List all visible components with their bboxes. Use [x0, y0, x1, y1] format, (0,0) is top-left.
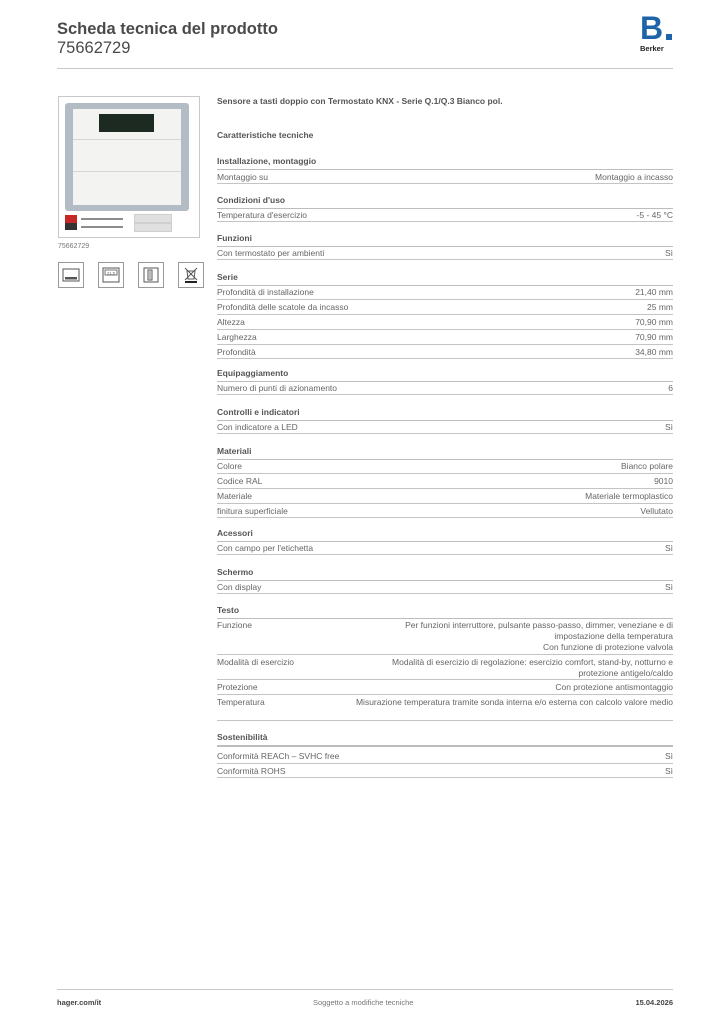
- spec-row: [217, 381, 673, 395]
- spec-label: Temperatura: [217, 697, 265, 707]
- footer-notice: Soggetto a modifiche tecniche: [313, 998, 414, 1007]
- spec-label: Conformità REACh – SVHC free: [217, 751, 340, 761]
- spec-label: Profondità di installazione: [217, 287, 314, 297]
- screw-icon: [81, 218, 123, 220]
- dowel-icon: [134, 214, 172, 223]
- spec-value: Per funzioni interruttore, pulsante passo-passo, dimmer, veneziane e di impostazione della temperatura: [405, 620, 673, 641]
- page-title: Scheda tecnica del prodotto: [57, 20, 278, 38]
- product-title: Sensore a tasti doppio con Termostato KNX - Serie Q.1/Q.3 Bianco pol.: [217, 96, 503, 106]
- spec-row: [217, 170, 673, 184]
- spec-label: Con display: [217, 582, 262, 592]
- temperature-display-icon: [98, 262, 124, 288]
- spec-value: Bianco polare: [621, 461, 673, 471]
- spec-value: Modalità di esercizio di regolazione: esercizio comfort, stand-by, notturno e protezione antigelo/caldo: [392, 657, 673, 678]
- spec-value: 6: [668, 383, 673, 393]
- footer-divider: [57, 989, 673, 990]
- spec-label: Numero di punti di azionamento: [217, 383, 338, 393]
- spec-label: Materiale: [217, 491, 252, 501]
- lcd-display: [99, 114, 154, 132]
- product-image-caption: 75662729: [58, 243, 90, 250]
- footer-website: hager.com/it: [57, 998, 102, 1007]
- section-heading: Installazione, montaggio: [217, 156, 673, 170]
- spec-label: Profondità delle scatole da incasso: [217, 302, 349, 312]
- spec-label: Profondità: [217, 347, 256, 357]
- spec-label: Montaggio su: [217, 172, 269, 182]
- spec-value: Sì: [664, 248, 673, 258]
- terminal-red: [65, 215, 77, 223]
- spec-value: Misurazione temperatura tramite sonda interna e/o esterna con calcolo valore medio: [355, 697, 673, 707]
- spec-row: [217, 504, 673, 518]
- spec-row: [217, 315, 673, 330]
- section-heading: Controlli e indicatori: [217, 407, 673, 421]
- spec-value: 70,90 mm: [635, 332, 673, 342]
- spec-value: Montaggio a incasso: [595, 172, 673, 182]
- spec-value: 25 mm: [647, 302, 673, 312]
- logo-mark: B: [640, 10, 664, 46]
- spec-value: Materiale termoplastico: [585, 491, 673, 501]
- spec-row: [217, 580, 673, 594]
- spec-row: [217, 618, 673, 655]
- spec-value: Con protezione antismontaggio: [555, 682, 673, 692]
- spec-value: Sì: [664, 543, 673, 553]
- characteristics-title: Caratteristiche tecniche: [217, 130, 314, 140]
- spec-row: [217, 420, 673, 434]
- spec-value: Sì: [664, 422, 673, 432]
- spec-label: Con indicatore a LED: [217, 422, 298, 432]
- spec-value: 70,90 mm: [635, 317, 673, 327]
- section-heading: Testo: [217, 605, 673, 619]
- section-heading: Schermo: [217, 567, 673, 581]
- spec-label: Colore: [217, 461, 243, 471]
- section-heading: Acessori: [217, 528, 673, 542]
- spec-value: Sì: [664, 751, 673, 761]
- spec-row: [217, 489, 673, 504]
- header-divider: [57, 68, 673, 69]
- display-icon: [58, 262, 84, 288]
- spec-value: Sì: [664, 582, 673, 592]
- section-heading: Serie: [217, 272, 673, 286]
- switch-plate: [73, 109, 181, 205]
- spec-value: Vellutato: [640, 506, 673, 516]
- spec-label: Con termostato per ambienti: [217, 248, 325, 258]
- spec-label: Modalità di esercizio: [217, 657, 295, 667]
- weee-bin-icon: [178, 262, 204, 288]
- section-heading: Materiali: [217, 446, 673, 460]
- dowel-icon: [134, 223, 172, 232]
- spec-row: [217, 474, 673, 489]
- footer-date: 15.04.2026: [635, 998, 673, 1007]
- section-heading: Equipaggiamento: [217, 368, 673, 382]
- spec-row: [217, 285, 673, 300]
- berker-logo: [640, 10, 674, 54]
- spec-value-extra: Con funzione di protezione valvola: [543, 642, 673, 652]
- spec-label: Con campo per l'etichetta: [217, 543, 314, 553]
- spec-label: Larghezza: [217, 332, 257, 342]
- flush-mount-icon: [138, 262, 164, 288]
- product-code: 75662729: [57, 39, 131, 57]
- screw-icon: [81, 226, 123, 228]
- spec-row: [217, 764, 673, 778]
- logo-dot: [666, 34, 672, 40]
- spec-row: [217, 655, 673, 680]
- spec-row: [217, 459, 673, 474]
- spec-row: [217, 208, 673, 222]
- logo-text: Berker: [640, 44, 664, 53]
- spec-row: [217, 330, 673, 345]
- spec-label: Protezione: [217, 682, 258, 692]
- section-heading: Sostenibilità: [217, 732, 673, 747]
- spec-row: [217, 246, 673, 260]
- spec-label: Altezza: [217, 317, 245, 327]
- spec-row: [217, 345, 673, 359]
- key-bottom: [73, 173, 181, 204]
- spec-row: [217, 695, 673, 721]
- section-heading: Condizioni d'uso: [217, 195, 673, 209]
- terminal-black: [65, 223, 77, 230]
- spec-value-group: [363, 620, 673, 654]
- spec-row: [217, 749, 673, 764]
- spec-label: Codice RAL: [217, 476, 263, 486]
- spec-value: -5 - 45 °C: [636, 210, 673, 220]
- svg-text:21.5: 21.5: [107, 270, 115, 276]
- key-middle: [73, 141, 181, 172]
- spec-label: Funzione: [217, 620, 252, 630]
- spec-value: Sì: [664, 766, 673, 776]
- product-image: [58, 96, 200, 238]
- spec-label: Temperatura d'esercizio: [217, 210, 307, 220]
- spec-row: [217, 541, 673, 555]
- key-top: [73, 109, 181, 140]
- spec-value: 9010: [654, 476, 673, 486]
- spec-value: 21,40 mm: [635, 287, 673, 297]
- mounting-frame: [65, 103, 189, 211]
- spec-row: [217, 680, 673, 695]
- section-heading: Funzioni: [217, 233, 673, 247]
- spec-label: Conformità ROHS: [217, 766, 286, 776]
- spec-value: 34,80 mm: [635, 347, 673, 357]
- spec-row: [217, 300, 673, 315]
- spec-label: finitura superficiale: [217, 506, 288, 516]
